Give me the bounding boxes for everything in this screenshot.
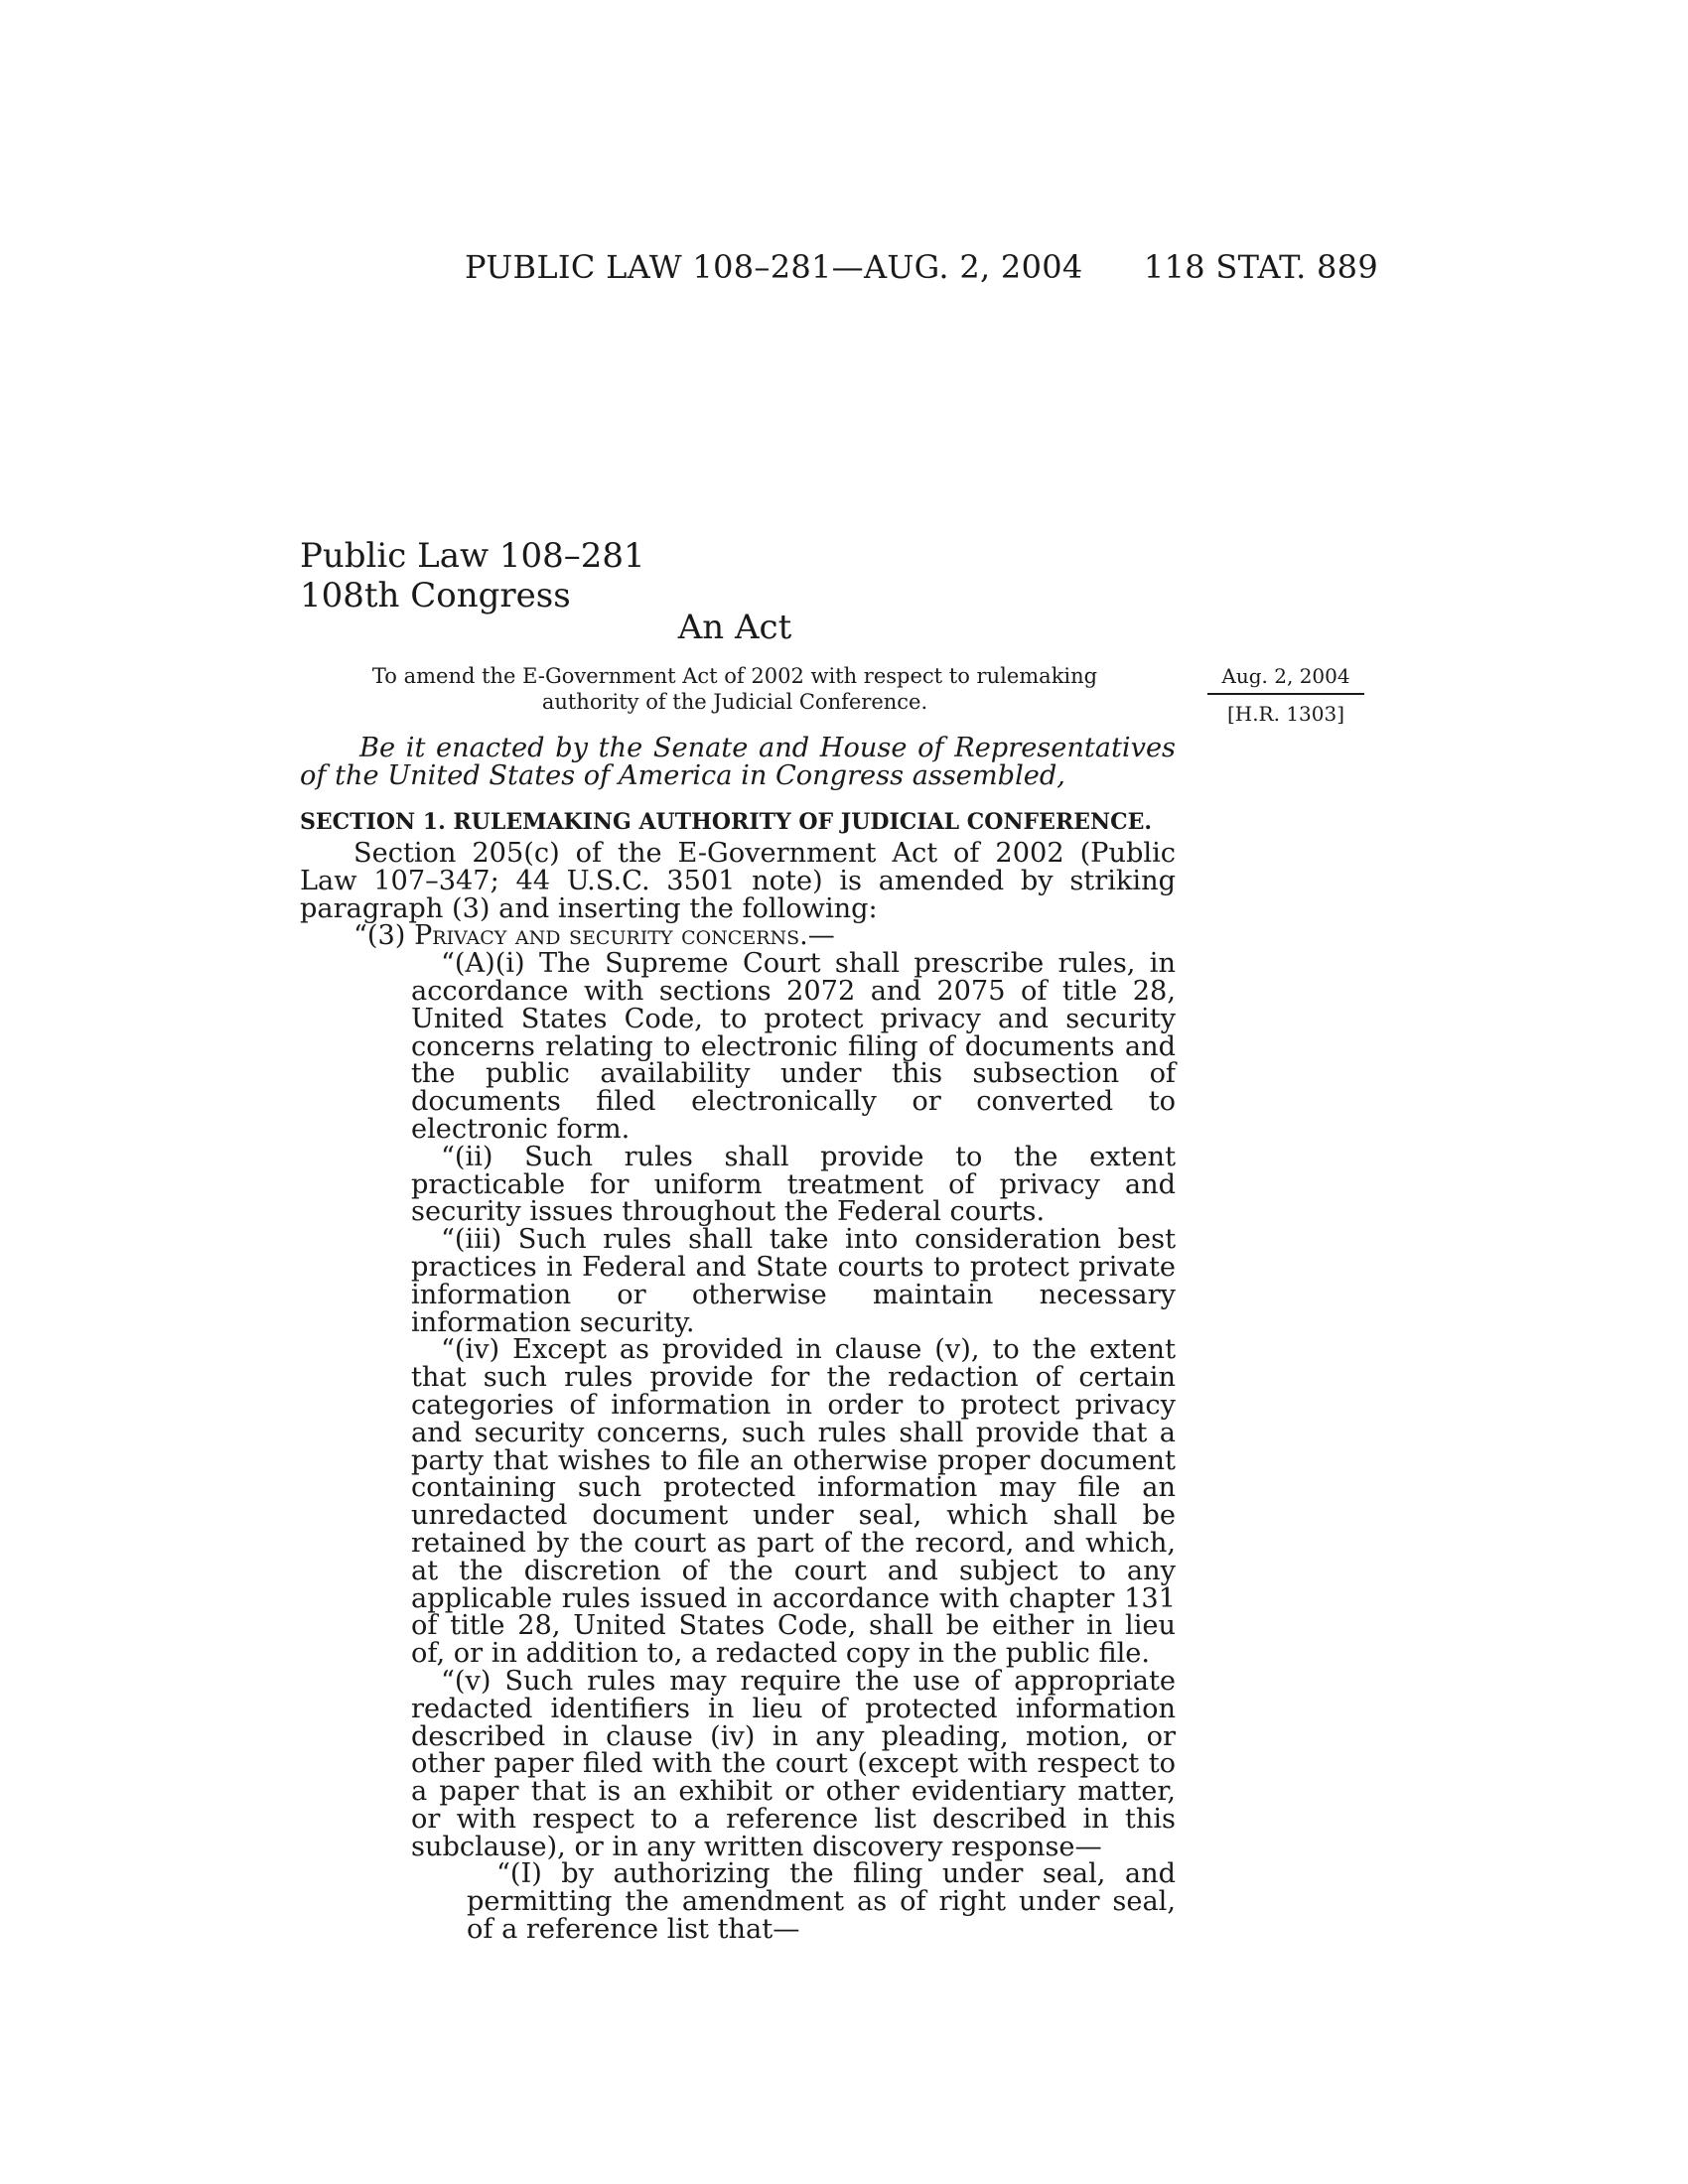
clause-v: “(v) Such rules may require the use of appropriate redacted identifiers in lieu of protected information described in clause (iv) in any pleading, motion, or other paper filed with the court (except with respect to a paper that is an exhibit or other evidentiary matter, or with respect to a reference list described in this subclause), or in any written discovery response— xyxy=(411,1665,1176,1862)
bill-number: [H.R. 1303] xyxy=(1226,702,1345,726)
enacting-clause: Be it enacted by the Senate and House of Representatives of the United States of America in Congress assembled, xyxy=(300,733,1176,791)
clause-a-i: “(A)(i) The Supreme Court shall prescribe rules, in accordance with sections 2072 and 2075 of title 28, United States Code, to protect privacy and security concerns relating to electronic filing of documents and the public availability under this subsection of documents filed electronically or converted to electronic form. xyxy=(411,948,1176,1145)
stat-page-number: 118 STAT. 889 xyxy=(1143,248,1378,286)
margin-note-rule xyxy=(1207,693,1364,695)
public-law-number: Public Law 108–281 xyxy=(300,536,645,576)
act-title: An Act xyxy=(677,608,792,647)
intro-paragraph: Section 205(c) of the E-Government Act of 2002 (Public Law 107–347; 44 U.S.C. 3501 note) is amended by striking paragraph (3) and inserting the following: xyxy=(300,838,1176,924)
clause-ii: “(ii) Such rules shall provide to the extent practicable for uniform treatment of privacy and security issues throughout the Federal courts. xyxy=(411,1141,1176,1228)
section-heading: SECTION 1. RULEMAKING AUTHORITY OF JUDICIAL CONFERENCE. xyxy=(300,809,1153,835)
clause-iv: “(iv) Except as provided in clause (v), to the extent that such rules provide for the redaction of certain categories of information in order to protect privacy and security concerns, such rules shall provide that a party that wishes to file an otherwise proper document containing such protected information may file an unredacted document under seal, which shall be retained by the court as part of the record, and which, at the discretion of the court and subject to any applicable rules issued in accordance with chapter 131 of title 28, United States Code, shall be either in lieu of, or in addition to, a redacted copy in the public file. xyxy=(411,1334,1176,1670)
law-identification xyxy=(300,536,645,615)
running-header-title: PUBLIC LAW 108–281—AUG. 2, 2004 xyxy=(465,248,1083,286)
congress-number: 108th Congress xyxy=(300,576,571,615)
clause-iii: “(iii) Such rules shall take into consideration best practices in Federal and State courts to protect private information or otherwise maintain necessary information security. xyxy=(411,1224,1176,1338)
margin-note xyxy=(1207,663,1364,727)
paragraph-3-prefix: “(3) xyxy=(353,920,415,952)
paragraph-3-title: Privacy and security concerns.— xyxy=(414,920,835,952)
enactment-date: Aug. 2, 2004 xyxy=(1221,664,1350,688)
act-purpose: To amend the E-Government Act of 2002 with respect to rulemaking authority of the Judicial Conference. xyxy=(371,664,1098,714)
section-body xyxy=(300,840,1176,1944)
subclause-i: “(I) by authorizing the filing under seal, and permitting the amendment as of right under seal, of a reference list that— xyxy=(467,1858,1176,1946)
paragraph-3-heading xyxy=(300,922,1176,950)
